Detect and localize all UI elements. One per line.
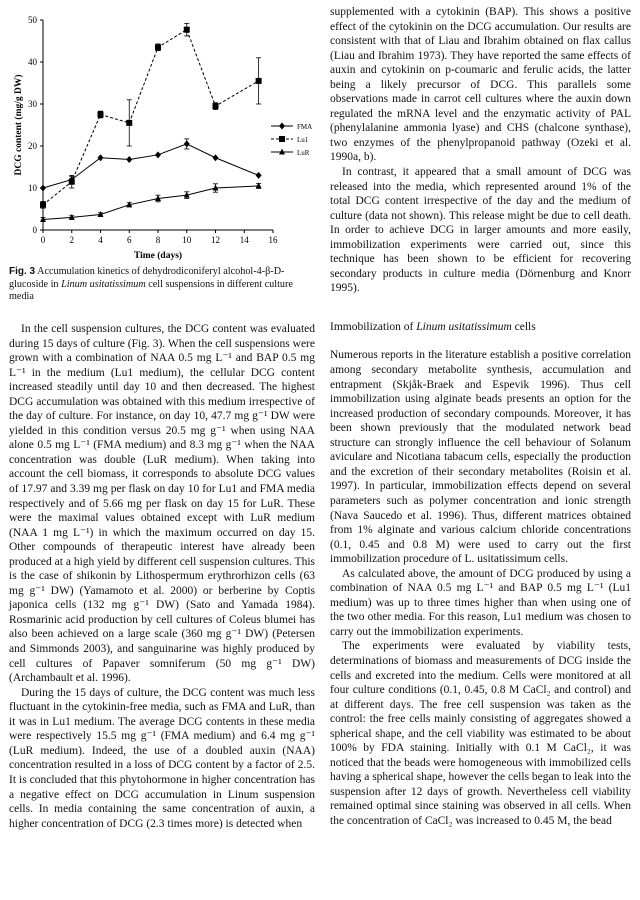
section-heading <box>330 320 631 335</box>
series-line-lur <box>43 186 259 220</box>
x-tick-label: 16 <box>268 235 278 245</box>
data-point-fma <box>40 185 46 192</box>
x-axis-label: Time (days) <box>133 251 183 261</box>
figure-caption-label: Fig. 3 <box>9 266 36 277</box>
data-point-lu1 <box>155 44 161 50</box>
figure-caption-text-pre: Accumulation kinetics of dehydrodiconiferyl alcohol-4-β-D-glucoside in <box>9 266 285 290</box>
data-point-lu1 <box>213 103 219 109</box>
legend-label-lur: LuR <box>297 149 310 157</box>
x-tick-label: 8 <box>155 235 161 245</box>
right-paragraph-1: supplemented with a cytokinin (BAP). This shows a positive effect of the cytokinin on the DCG accumulation. Our results are consistent with that of Liau and Ibrahim obtained on flax callus (Liau and Ibrahim 1973). They have reported the same effects of auxin and cytokinin on p-coumaric and ferulic acids, the latter being a likely precursor of DCG. This parallels some observations made in carrot cell cultures where the auxin down regulated the mRNA level and the enzymatic activity of PAL (phenylalanine ammonia lyase) and CHS (chalcone synthase), two enzymes of the phenylpropanoid pathway (Ozeki et al. 1990a, b). <box>330 6 631 164</box>
data-point-fma <box>155 151 161 158</box>
data-point-fma <box>126 156 132 163</box>
data-point-fma <box>184 140 190 147</box>
y-tick-label: 50 <box>28 15 37 25</box>
section-heading-post: cells <box>511 320 536 333</box>
figure-3 <box>5 8 315 270</box>
y-axis-label: DCG content (mg/g DW) <box>14 74 24 176</box>
figure-caption-text-post: cell suspensions in different culture media <box>9 278 293 303</box>
right-paragraph-4: As calculated above, the amount of DCG produced by using a combination of NAA 0.5 mg L⁻¹ and BAP 0.5 mg L⁻¹ (Lu1 medium) was up to three times higher than when using one of the two other media. For this reason, Lu1 medium was chosen to carry out the immobilization experiments. <box>330 567 631 638</box>
y-tick-label: 10 <box>28 183 37 193</box>
legend-marker-lu1 <box>279 136 285 142</box>
right-text-column <box>330 5 631 829</box>
x-tick-label: 14 <box>239 235 249 245</box>
right-paragraph-3: Numerous reports in the literature establish a positive correlation among secondary metabolite synthesis, accumulation and entrapment (Skjåk-Braek and Espevik 1996). Thus cell immobilization using alginate beads presents an option for the increased production of secondary compounds. Moreover, it has been shown previously that the modulated network bead structure can strongly influence the cell behaviour of Solanum aviculare and Nicotiana tabacum cells, especially the production and the excretion of their secondary metabolites (Roisin et al. 1997). In particular, immobilization effects depend on several parameters such as polymer concentration and ionic strength (Nava Saucedo et al. 1996). Thus, different matrices obtained from 1% alginate and various calcium chloride concentrations (0.1, 0.45 and 0.8 M) were used to carry out the first immobilization procedure of L. usitatissimum cells. <box>330 349 631 566</box>
y-tick-label: 30 <box>28 99 37 109</box>
data-point-lu1 <box>126 120 132 126</box>
x-tick-label: 0 <box>40 235 46 245</box>
y-tick-label: 40 <box>28 57 37 67</box>
data-point-lu1 <box>40 202 46 208</box>
data-point-fma <box>213 154 219 161</box>
x-tick-label: 2 <box>69 235 74 245</box>
data-point-fma <box>98 154 104 161</box>
data-point-lu1 <box>256 78 262 84</box>
y-tick-label: 20 <box>28 141 37 151</box>
dcg-line-chart <box>5 8 315 270</box>
data-point-lu1 <box>184 27 190 33</box>
figure-caption-species: Linum usitatissimum <box>61 278 146 290</box>
left-paragraph-1: In the cell suspension cultures, the DCG content was evaluated during 15 days of culture (Fig. 3). When the cell suspensions were grown with a combination of NAA 0.5 mg L⁻¹ and BAP 0.5 mg L⁻¹ in the medium (Lu1 medium), the cellular DCG content increased steadily until day 10 and then decreased. The highest DCG accumulation was obtained with this medium irrespective of the day of culture. For instance, on day 10, 47.7 mg g⁻¹ DW were yielded in this condition versus 20.5 mg g⁻¹ when using NAA alone 0.5 mg L⁻¹ (FMA medium) and 8.3 mg g⁻¹ when the NAA concentration was double (LuR medium). When taking into account the cell biomass, it corresponds to absolute DCG values of 17.97 and 3.39 mg per flask on day 10 for Lu1 and FMA media respectively and of 5.66 mg per flask on day 15 for LuR. These were the maximal values obtained except with LuR medium (NAA 1 mg L⁻¹) in which the maximum occurred on day 15. Other compounds of therapeutic interest have already been produced at a high yield by different cell suspension cultures. This is the case of shikonin by Lithospermum erythrorhizon cells (63 mg g⁻¹ DW) (Yamamoto et al. 2000) or berberine by Coptis japonica cells (132 mg g⁻¹ DW) (Sato and Yamada 1984). Rosmarinic acid production by cell cultures of Coleus blumei has also been achieved on a large scale (360 mg g⁻¹ DW) (Petersen and Simmonds 2003), and sanguinarine was highly produced by cell cultures of Papaver somniferum (50 mg g⁻¹ DW) (Archambault et al. 1996). <box>9 323 315 685</box>
x-tick-label: 6 <box>127 235 132 245</box>
data-point-fma <box>256 172 262 179</box>
right-paragraph-2: In contrast, it appeared that a small amount of DCG was released into the media, which represented around 1% of the total DCG content irrespective of the day and the medium of culture (data not shown). This release might be due to cell death. In order to achieve DCG in larger amounts and more easily, immobilization experiments were carried out, since this technique has been shown to be efficient for recovering secondary products in culture media (Dörnenburg and Knorr 1995). <box>330 166 631 295</box>
legend-label-lu1: Lu1 <box>297 136 309 144</box>
series-line-fma <box>43 144 259 188</box>
section-heading-species: Linum usitatissimum <box>416 320 512 333</box>
y-tick-label: 0 <box>32 225 37 235</box>
legend-marker-fma <box>279 123 285 130</box>
legend-label-fma: FMA <box>297 123 313 131</box>
spacer <box>330 296 631 320</box>
x-tick-label: 10 <box>182 235 192 245</box>
section-heading-pre: Immobilization of <box>330 320 417 333</box>
figure-caption <box>9 266 315 304</box>
data-point-lu1 <box>69 179 75 185</box>
data-point-lu1 <box>98 112 104 118</box>
left-paragraph-2: During the 15 days of culture, the DCG content was much less fluctuant in the cytokinin-free media, such as FMA and LuR, than it was in Lu1 medium. The average DCG contents in these media were respectively 15.5 mg g⁻¹ (FMA medium) and 6.4 mg g⁻¹ (LuR medium). Indeed, the use of a doubled auxin (NAA) concentration resulted in a loss of DCG content by a factor of 2.5. It is concluded that this phytohormone in higher concentration has a negative effect on DCG accumulation in Linum suspension cells. In media containing the same concentration of auxin, a higher concentration of DCG (2.3 times more) is detected when <box>9 686 315 830</box>
series-line-lu1 <box>43 30 259 205</box>
x-tick-label: 12 <box>211 235 220 245</box>
right-paragraph-5: The experiments were evaluated by viability tests, determinations of biomass and measurements of DCG inside the cells and excreted into the medium. Cells were monitored at all four culture conditions (0.1, 0.45, 0.8 M CaCl₂ and control) and at different days. The free cell suspension was taken as the control: the free cells mainly consisting of aggregates showed a spherical shape, and the cell viability was estimated to be about 100% by FDA staining. Initially with 0.1 M CaCl₂, it was noticed that the beads were homogeneous with immobilized cells having a spherical shape, however the cells began to leak into the suspension after 12 days of growth. Nevertheless cell viability remained optimal since staining was observed in all cells. When the concentration of CaCl₂ was increased to 0.45 M, the bead <box>330 640 631 827</box>
left-text-column <box>9 322 315 831</box>
x-tick-label: 4 <box>98 235 103 245</box>
